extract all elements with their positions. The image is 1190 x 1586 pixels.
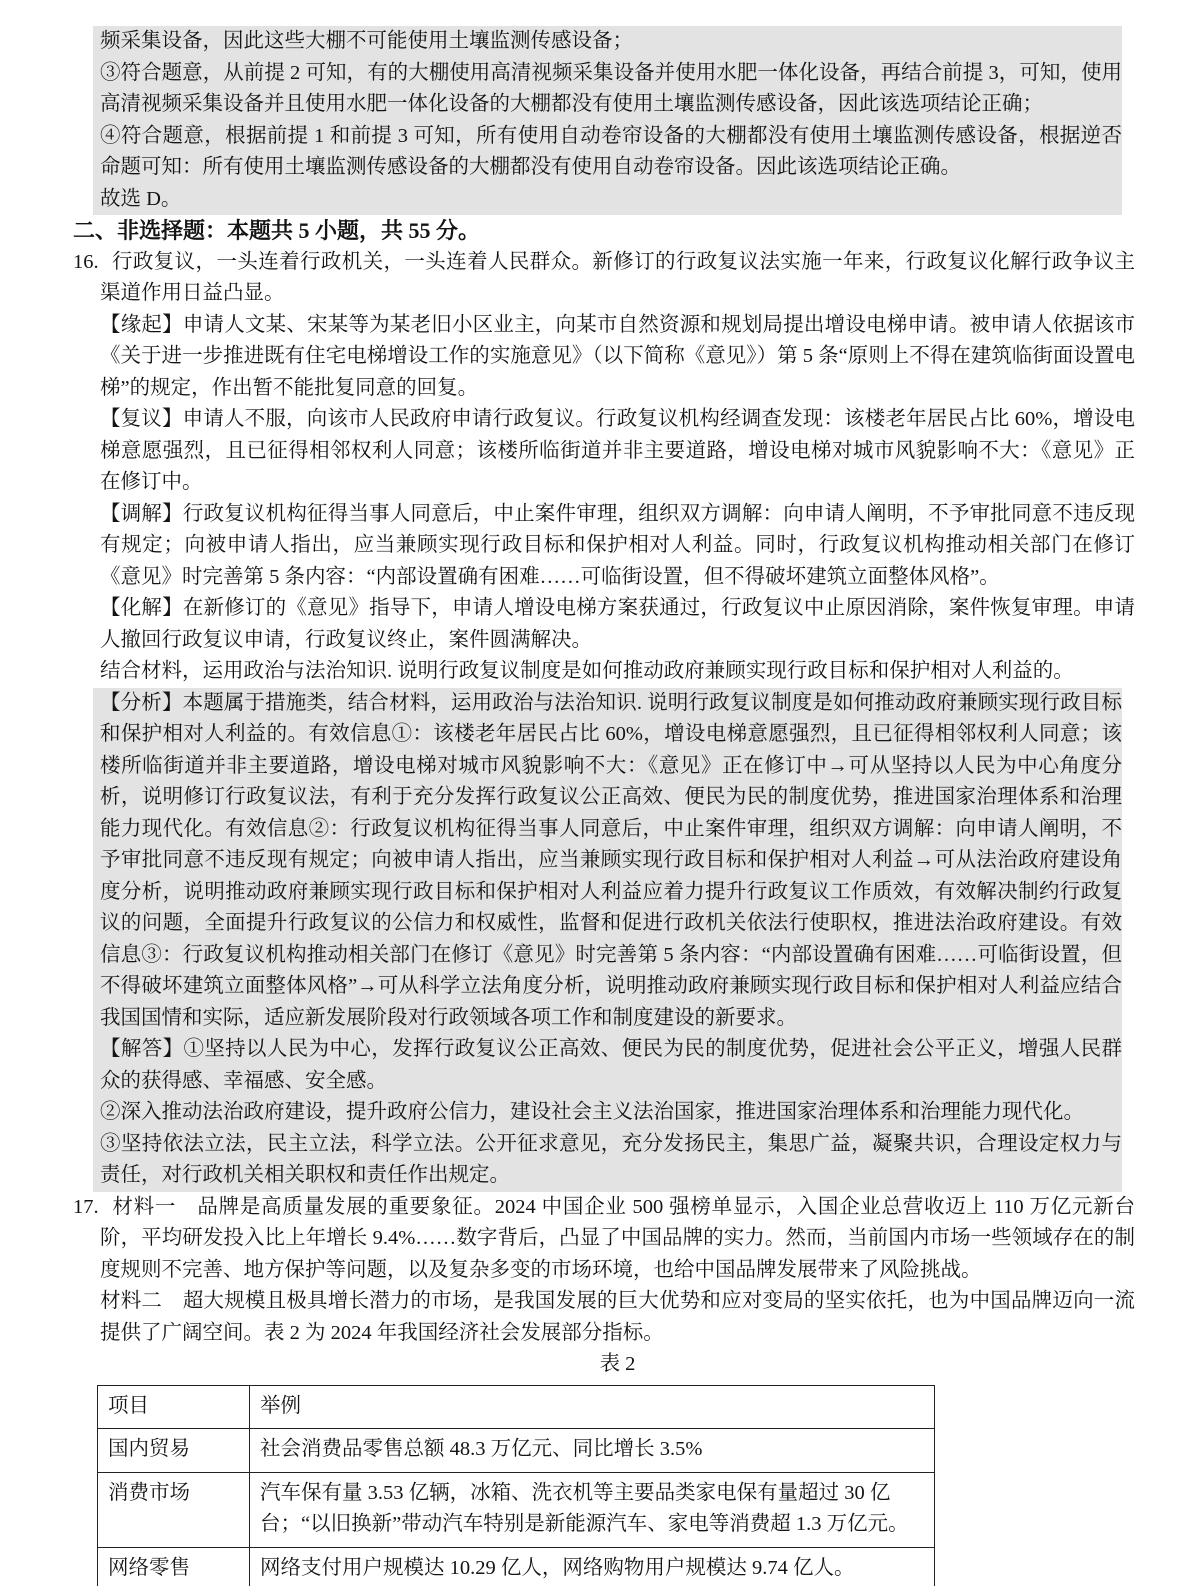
analysis-paragraph: 【分析】本题属于措施类，结合材料，运用政治与法治知识. 说明行政复议制度是如何推动政府兼顾实现行政目标和保护相对人利益的。有效信息①：该楼老年居民占比 60%，增设电梯意愿强烈，且已征得相邻权利人同意；该楼所临街道并非主要道路，增设电梯对城市风貌影响不大：《意见》正在修订中→可从坚持以人民为中心角度分析，说明修订行政复议法，有利于充分发挥行政复议公正高效、便民为民的制度优势，推进国家治理体系和治理能力现代化。有效信息②：行政复议机构征得当事人同意后，中止案件审理，组织双方调解：向申请人阐明，不予审批同意不违反现有规定；向被申请人指出，应当兼顾实现行政目标和保护相对人利益→可从法治政府建设角度分析，说明推动政府兼顾实现行政目标和保护相对人利益应着力提升行政复议工作质效，有效解决制约行政复议的问题，全面提升行政复议的公信力和权威性，监督和促进行政机关依法行使职权，推进法治政府建设。有效信息③：行政复议机构推动相关部门在修订《意见》时完善第 5 条内容：“内部设置确有困难……可临街设置，但不得破坏建筑立面整体风格”→可从科学立法角度分析，说明推动政府兼顾实现行政目标和保护相对人利益应结合我国国情和实际，适应新发展阶段对行政领域各项工作和制度建设的新要求。: [100, 691, 1122, 1029]
example-cell: 社会消费品零售总额 48.3 万亿元、同比增长 3.5%: [250, 1429, 935, 1473]
material-paragraph-review: 【复议】申请人不服，向该市人民政府申请行政复议。行政复议机构经调查发现：该楼老年居民占比 60%，增设电梯意愿强烈，且已征得相邻权利人同意；该楼所临街道并非主要道路，增设电梯对城市风貌影响不大：《意见》正在修订中。: [100, 408, 1135, 493]
analysis-highlight: [93, 688, 1122, 1192]
question-16: [73, 247, 1135, 688]
section-heading: 二、非选择题：本题共 5 小题，共 55 分。: [73, 218, 481, 243]
table-header-row: [98, 1385, 935, 1429]
answer-line: 频采集设备，因此这些大棚不可能使用土壤监测传感设备；: [100, 30, 633, 52]
answer-paragraph-2: ②深入推动法治政府建设，提升政府公信力，建设社会主义法治国家，推进国家治理体系和治理能力现代化。: [100, 1101, 1084, 1123]
table-caption: 表 2: [599, 1353, 636, 1375]
question-17: [73, 1192, 1135, 1350]
indicators-table: [97, 1385, 935, 1586]
header-cell-example: 举例: [250, 1385, 935, 1429]
item-cell: 网络零售: [98, 1547, 250, 1586]
item-cell: 消费市场: [98, 1472, 250, 1547]
question-16-intro-text: 行政复议，一头连着行政机关，一头连着人民群众。新修订的行政复议法实施一年来，行政复议化解行政争议主渠道作用日益凸显。: [100, 250, 1135, 304]
question-16-number: 16.: [73, 250, 99, 273]
question-17-material-one: [73, 1192, 1135, 1287]
material-paragraph-origin: 【缘起】申请人文某、宋某等为某老旧小区业主，向某市自然资源和规划局提出增设电梯申请。被申请人依据该市《关于进一步推进既有住宅电梯增设工作的实施意见》（以下简称《意见》）第 5 条“原则上不得在建筑临街面设置电梯”的规定，作出暂不能批复同意的回复。: [100, 313, 1135, 399]
answer-paragraph-3: ③坚持依法立法，民主立法，科学立法。公开征求意见，充分发扬民主，集思广益，凝聚共识，合理设定权力与责任，对行政机关相关职权和责任作出规定。: [100, 1132, 1122, 1186]
example-cell: 汽车保有量 3.53 亿辆，冰箱、洗衣机等主要品类家电保有量超过 30 亿台；“以旧换新”带动汽车特别是新能源汽车、家电等消费超 1.3 万亿元。: [250, 1472, 935, 1547]
answer-line: ④符合题意，根据前提 1 和前提 3 可知，所有使用自动卷帘设备的大棚都没有使用土壤监测传感设备，根据逆否命题可知：所有使用土壤监测传感设备的大棚都没有使用自动卷帘设备。因此该选项结论正确。: [100, 124, 1122, 178]
material-paragraph-mediation: 【调解】行政复议机构征得当事人同意后，中止案件审理，组织双方调解：向申请人阐明，不予审批同意不违反现有规定；向被申请人指出，应当兼顾实现行政目标和保护相对人利益。同时，行政复议机构推动相关部门在修订《意见》时完善第 5 条内容：“内部设置确有困难……可临街设置，但不得破坏建筑立面整体风格”。: [100, 502, 1135, 588]
example-cell: 网络支付用户规模达 10.29 亿人，网络购物用户规模达 9.74 亿人。: [250, 1547, 935, 1586]
material-paragraph-resolution: 【化解】在新修订的《意见》指导下，申请人增设电梯方案获通过，行政复议中止原因消除，案件恢复审理。申请人撤回行政复议申请，行政复议终止，案件圆满解决。: [100, 597, 1135, 651]
table-row: [98, 1547, 935, 1586]
question-16-intro: [73, 247, 1135, 310]
table-row: [98, 1429, 935, 1473]
header-cell-item: 项目: [98, 1385, 250, 1429]
question-16-task: 结合材料，运用政治与法治知识. 说明行政复议制度是如何推动政府兼顾实现行政目标和保护相对人利益的。: [100, 660, 1074, 682]
question-17-number: 17.: [73, 1195, 99, 1218]
table-row: [98, 1472, 935, 1547]
item-cell: 国内贸易: [98, 1429, 250, 1473]
prev-answer-highlight: [93, 26, 1122, 215]
answer-conclusion: 故选 D。: [100, 187, 182, 210]
material-one-text: 材料一 品牌是高质量发展的重要象征。2024 中国企业 500 强榜单显示，入国企业总营收迈上 110 万亿元新台阶，平均研发投入比上年增长 9.4%……数字背后，凸显了中国品牌的实力。然而，当前国内市场一些领域存在的制度规则不完善、地方保护等问题，以及复杂多变的市场环境，也给中国品牌发展带来了风险挑战。: [100, 1195, 1135, 1281]
answer-line: ③符合题意，从前提 2 可知，有的大棚使用高清视频采集设备并使用水肥一体化设备，再结合前提 3，可知，使用高清视频采集设备并且使用水肥一体化设备的大棚都没有使用土壤监测传感设备，因此该选项结论正确；: [100, 61, 1122, 115]
question-17-material-two: 材料二 超大规模且极具增长潜力的市场，是我国发展的巨大优势和应对变局的坚实依托，也为中国品牌迈向一流提供了广阔空间。表 2 为 2024 年我国经济社会发展部分指标。: [100, 1290, 1135, 1344]
answer-paragraph-1: 【解答】①坚持以人民为中心，发挥行政复议公正高效、便民为民的制度优势，促进社会公平正义，增强人民群众的获得感、幸福感、安全感。: [100, 1038, 1122, 1092]
